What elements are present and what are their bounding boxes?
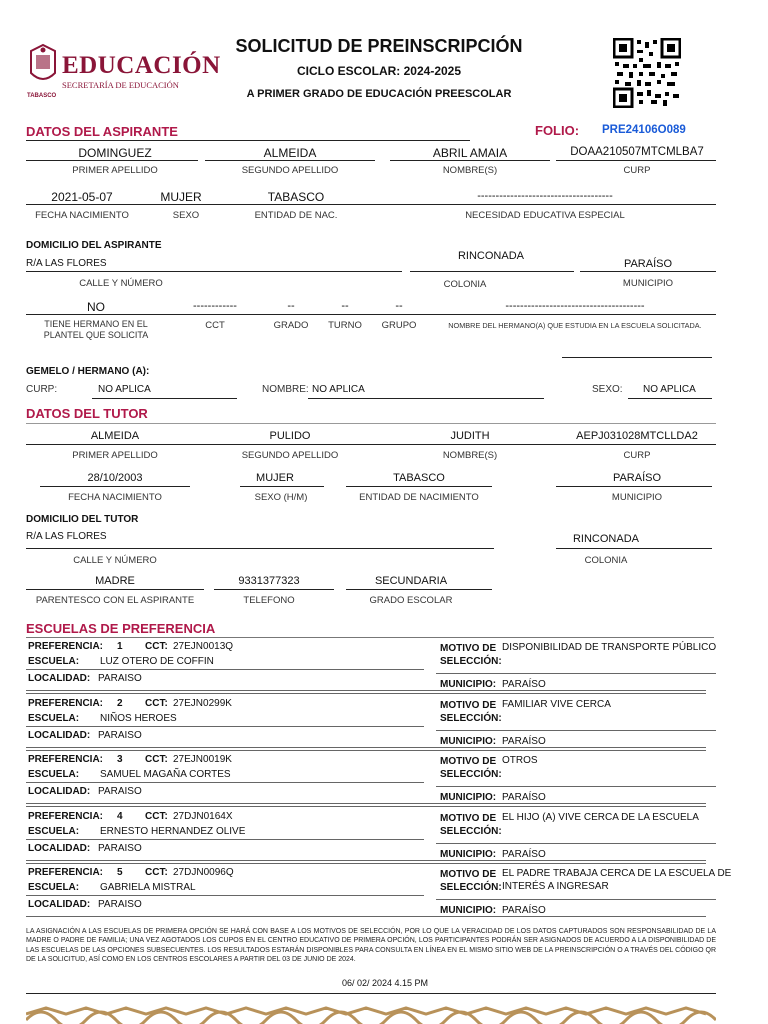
lbl-curp: CURP (623, 165, 651, 176)
aspirante-nombre-hermano: -------------------------------------- (505, 300, 645, 312)
grade-level: A PRIMER GRADO DE EDUCACIÓN PREESCOLAR (246, 88, 512, 100)
aspirante-cct: ------------ (193, 300, 237, 312)
preference-motivo: FAMILIAR VIVE CERCA (502, 698, 611, 710)
preference-municipio: PARAÍSO (502, 848, 546, 860)
aspirante-entidad: TABASCO (267, 190, 325, 204)
decorative-border (26, 1002, 716, 1024)
tutor-lbl-primer-apellido: PRIMER APELLIDO (72, 450, 158, 461)
lbl-seleccion: SELECCIÓN: (440, 825, 502, 837)
tutor-sexo: MUJER (256, 472, 294, 484)
lbl-cct: CCT: (145, 810, 168, 822)
aspirante-fecha-nac: 2021-05-07 (51, 190, 113, 204)
preference-motivo: DISPONIBILIDAD DE TRANSPORTE PÚBLICO (502, 642, 717, 653)
preference-localidad: PARAISO (98, 673, 142, 684)
lbl-preferencia: PREFERENCIA: (28, 867, 104, 878)
logo-sub: SECRETARÍA DE EDUCACIÓN (62, 80, 179, 90)
tutor-grado-escolar: SECUNDARIA (374, 575, 448, 587)
tutor-entidad: TABASCO (393, 472, 445, 484)
tutor-curp: AEPJ031028MTCLLDA2 (576, 430, 698, 442)
preference-cct: 27DJN0096Q (173, 867, 234, 878)
lbl-seleccion: SELECCIÓN: (440, 769, 502, 780)
domicilio-aspirante-title: DOMICILIO DEL ASPIRANTE (26, 240, 162, 251)
tutor-lbl-curp: CURP (623, 450, 651, 461)
lbl-cct: CCT: (145, 754, 168, 765)
preference-escuela: GABRIELA MISTRAL (100, 882, 196, 893)
preference-municipio: PARAÍSO (502, 792, 546, 803)
gemelo-sexo-label: SEXO: (592, 384, 623, 395)
aspirante-colonia: RINCONADA (457, 250, 524, 262)
page-title: SOLICITUD DE PREINSCRIPCIÓN (235, 36, 523, 56)
lbl-preferencia: PREFERENCIA: (28, 641, 104, 652)
tutor-lbl-fecha-nac: FECHA NACIMIENTO (68, 492, 162, 503)
folio-value: PRE24106O089 (602, 124, 686, 136)
gemelo-nombre: NO APLICA (312, 384, 365, 395)
lbl-nombres: NOMBRE(S) (442, 165, 498, 176)
lbl-sexo: SEXO (172, 210, 200, 221)
aspirante-grupo: -- (395, 300, 403, 312)
lbl-cct: CCT (205, 320, 225, 331)
aspirante-curp: DOAA210507MTCMLBA7 (570, 146, 704, 158)
lbl-nombre-hermano: NOMBRE DEL HERMANO(A) QUE ESTUDIA EN LA ESCUELA SOLICITADA. (448, 321, 702, 330)
lbl-preferencia: PREFERENCIA: (28, 754, 104, 765)
aspirante-sexo: MUJER (160, 190, 202, 204)
qr-code-icon[interactable] (613, 38, 681, 108)
lbl-seleccion: SELECCIÓN: (440, 656, 502, 667)
lbl-grupo: GRUPO (381, 320, 417, 331)
tutor-segundo-apellido: PULIDO (269, 430, 311, 442)
preference-municipio: PARAÍSO (502, 735, 546, 747)
lbl-preferencia: PREFERENCIA: (28, 697, 104, 709)
crest-icon (27, 43, 59, 89)
preference-motivo: OTROS (502, 755, 538, 766)
tutor-lbl-sexo: SEXO (H/M) (254, 492, 308, 503)
preference-localidad: PARAISO (98, 786, 142, 797)
lbl-localidad: LOCALIDAD: (28, 842, 91, 854)
logo-state: TABASCO (27, 93, 57, 99)
lbl-localidad: LOCALIDAD: (28, 673, 91, 684)
tutor-colonia: RINCONADA (572, 533, 639, 545)
lbl-turno: TURNO (328, 320, 362, 331)
tutor-primer-apellido: ALMEIDA (90, 430, 140, 442)
tutor-lbl-telefono: TELEFONO (243, 595, 295, 606)
preference-municipio: PARAÍSO (502, 905, 546, 916)
lbl-seleccion: SELECCIÓN: (440, 712, 502, 724)
lbl-cct: CCT: (145, 867, 168, 878)
logo-main: EDUCACIÓN (62, 52, 221, 79)
lbl-escuela: ESCUELA: (28, 882, 80, 893)
lbl-entidad: ENTIDAD DE NAC. (254, 210, 338, 221)
section-aspirante: DATOS DEL ASPIRANTE (26, 124, 178, 139)
section-escuelas: ESCUELAS DE PREFERENCIA (26, 621, 216, 636)
cycle: CICLO ESCOLAR: 2024-2025 (296, 64, 462, 78)
aspirante-turno: -- (341, 300, 349, 312)
footer-disclaimer: LA ASIGNACIÓN A LAS ESCUELAS DE PRIMERA OPCIÓN SE HARÁ CON BASE A LOS MOTIVOS DE SELECCIÓN, POR LO QUE LA VERACIDAD DE LOS DATOS CAPTURADOS SON RESPONSABILIDAD DE LA MADRE O PADRE DE FAMILIA; UNA VEZ AGOTADOS LOS CUPOS EN EL CENTRO EDUCATIVO DE PRIMERA OPCIÓN, LOS PARTICIPANTES PODRÁN SER ASIGNADOS DE ACUERDO A LA DISPONIBILIDAD DE LAS ESCUELAS DE LAS OPCIONES SUBSECUENTES. LOS RESULTADOS ESTARÁN DISPONIBLES PARA CONSULTA EN LÍNEA EN EL MISMO SITIO WEB DE LA PREINSCRIPCIÓN O A TRAVÉS DEL CÓDIGO QR DE LA SOLICITUD, ASÍ COMO EN LOS CENTROS ESCOLARES A PARTIR DEL 03 DE JUNIO DE 2024. (26, 928, 716, 964)
lbl-cct: CCT: (145, 697, 168, 709)
gemelo-curp-label: CURP: (26, 384, 58, 395)
preference-motivo-cont: INTERÉS A INGRESAR (502, 881, 609, 892)
lbl-municipio: MUNICIPIO: (440, 679, 497, 690)
aspirante-segundo-apellido: ALMEIDA (263, 146, 317, 160)
lbl-motivo: MOTIVO DE (440, 869, 497, 880)
tutor-telefono: 9331377323 (238, 575, 300, 587)
tutor-nombres: JUDITH (450, 430, 490, 442)
preference-localidad: PARAISO (98, 729, 142, 741)
tutor-lbl-colonia: COLONIA (584, 555, 628, 566)
footer-date: 06/ 02/ 2024 4.15 PM (341, 978, 429, 988)
gemelo-curp: NO APLICA (98, 384, 151, 395)
preference-escuela: LUZ OTERO DE COFFIN (100, 656, 214, 667)
aspirante-hermano: NO (87, 300, 105, 314)
preference-escuela: SAMUEL MAGAÑA CORTES (100, 769, 231, 780)
lbl-fecha-nac: FECHA NACIMIENTO (35, 210, 129, 221)
lbl-primer-apellido: PRIMER APELLIDO (72, 165, 158, 176)
aspirante-nombres: ABRIL AMAIA (432, 146, 508, 160)
lbl-seleccion: SELECCIÓN: (440, 882, 502, 893)
aspirante-municipio: PARAÍSO (623, 258, 673, 270)
lbl-municipio: MUNICIPIO: (440, 735, 497, 747)
folio-label: FOLIO: (535, 123, 580, 138)
lbl-localidad: LOCALIDAD: (28, 786, 91, 797)
lbl-colonia: COLONIA (443, 279, 487, 290)
aspirante-calle: R/A LAS FLORES (26, 258, 107, 269)
tutor-lbl-segundo-apellido: SEGUNDO APELLIDO (241, 450, 339, 461)
lbl-localidad: LOCALIDAD: (28, 729, 91, 741)
preference-localidad: PARAISO (98, 842, 142, 854)
preference-escuela: NIÑOS HEROES (100, 712, 177, 724)
lbl-calle: CALLE Y NÚMERO (79, 278, 163, 289)
lbl-hermano: TIENE HERMANO EN EL PLANTEL QUE SOLICITA (43, 319, 149, 340)
preference-localidad: PARAISO (98, 899, 142, 910)
lbl-municipio: MUNICIPIO: (440, 792, 497, 803)
aspirante-primer-apellido: DOMINGUEZ (78, 146, 152, 160)
lbl-motivo: MOTIVO DE (440, 643, 497, 654)
lbl-municipio: MUNICIPIO: (440, 848, 497, 860)
lbl-municipio: MUNICIPIO (622, 278, 674, 289)
tutor-parentesco: MADRE (95, 575, 135, 587)
preference-cct: 27EJN0019K (173, 754, 232, 765)
tutor-lbl-parentesco: PARENTESCO CON EL ASPIRANTE (35, 595, 195, 606)
lbl-escuela: ESCUELA: (28, 712, 80, 724)
preference-number: 3 (117, 754, 123, 765)
preference-municipio: PARAÍSO (502, 679, 546, 690)
lbl-municipio: MUNICIPIO: (440, 905, 497, 916)
lbl-localidad: LOCALIDAD: (28, 899, 91, 910)
preference-cct: 27EJN0299K (173, 697, 232, 709)
preference-number: 1 (117, 641, 123, 652)
gemelo-nombre-label: NOMBRE: (262, 384, 309, 395)
tutor-lbl-entidad: ENTIDAD DE NACIMIENTO (359, 492, 479, 503)
preference-number: 4 (117, 810, 123, 822)
lbl-escuela: ESCUELA: (28, 825, 80, 837)
tutor-lbl-nombres: NOMBRE(S) (442, 450, 498, 461)
tutor-lbl-grado-escolar: GRADO ESCOLAR (369, 595, 453, 606)
tutor-fecha-nac: 28/10/2003 (87, 472, 143, 484)
section-tutor: DATOS DEL TUTOR (26, 406, 148, 421)
preference-number: 5 (117, 867, 123, 878)
preference-escuela: ERNESTO HERNANDEZ OLIVE (100, 825, 246, 837)
tutor-lbl-municipio: MUNICIPIO (611, 492, 663, 503)
lbl-necesidad: NECESIDAD EDUCATIVA ESPECIAL (465, 210, 625, 221)
preference-cct: 27EJN0013Q (173, 641, 234, 652)
lbl-escuela: ESCUELA: (28, 656, 80, 667)
lbl-preferencia: PREFERENCIA: (28, 810, 104, 822)
tutor-municipio: PARAÍSO (612, 472, 662, 484)
tutor-lbl-calle: CALLE Y NÚMERO (73, 555, 157, 566)
preference-motivo: EL PADRE TRABAJA CERCA DE LA ESCUELA DE (502, 868, 732, 879)
lbl-escuela: ESCUELA: (28, 769, 80, 780)
preference-motivo: EL HIJO (A) VIVE CERCA DE LA ESCUELA (502, 811, 699, 823)
lbl-cct: CCT: (145, 641, 168, 652)
tutor-calle: R/A LAS FLORES (26, 531, 107, 542)
preference-number: 2 (117, 697, 123, 709)
lbl-motivo: MOTIVO DE (440, 812, 497, 824)
lbl-motivo: MOTIVO DE (440, 756, 497, 767)
aspirante-grado: -- (287, 300, 295, 312)
aspirante-necesidad: ------------------------------------- (477, 190, 613, 202)
domicilio-tutor-title: DOMICILIO DEL TUTOR (26, 514, 139, 525)
lbl-grado: GRADO (273, 320, 309, 331)
lbl-motivo: MOTIVO DE (440, 699, 497, 711)
lbl-segundo-apellido: SEGUNDO APELLIDO (241, 165, 339, 176)
gemelo-title: GEMELO / HERMANO (A): (26, 366, 150, 377)
preference-cct: 27DJN0164X (173, 810, 233, 822)
gemelo-sexo: NO APLICA (643, 384, 696, 395)
